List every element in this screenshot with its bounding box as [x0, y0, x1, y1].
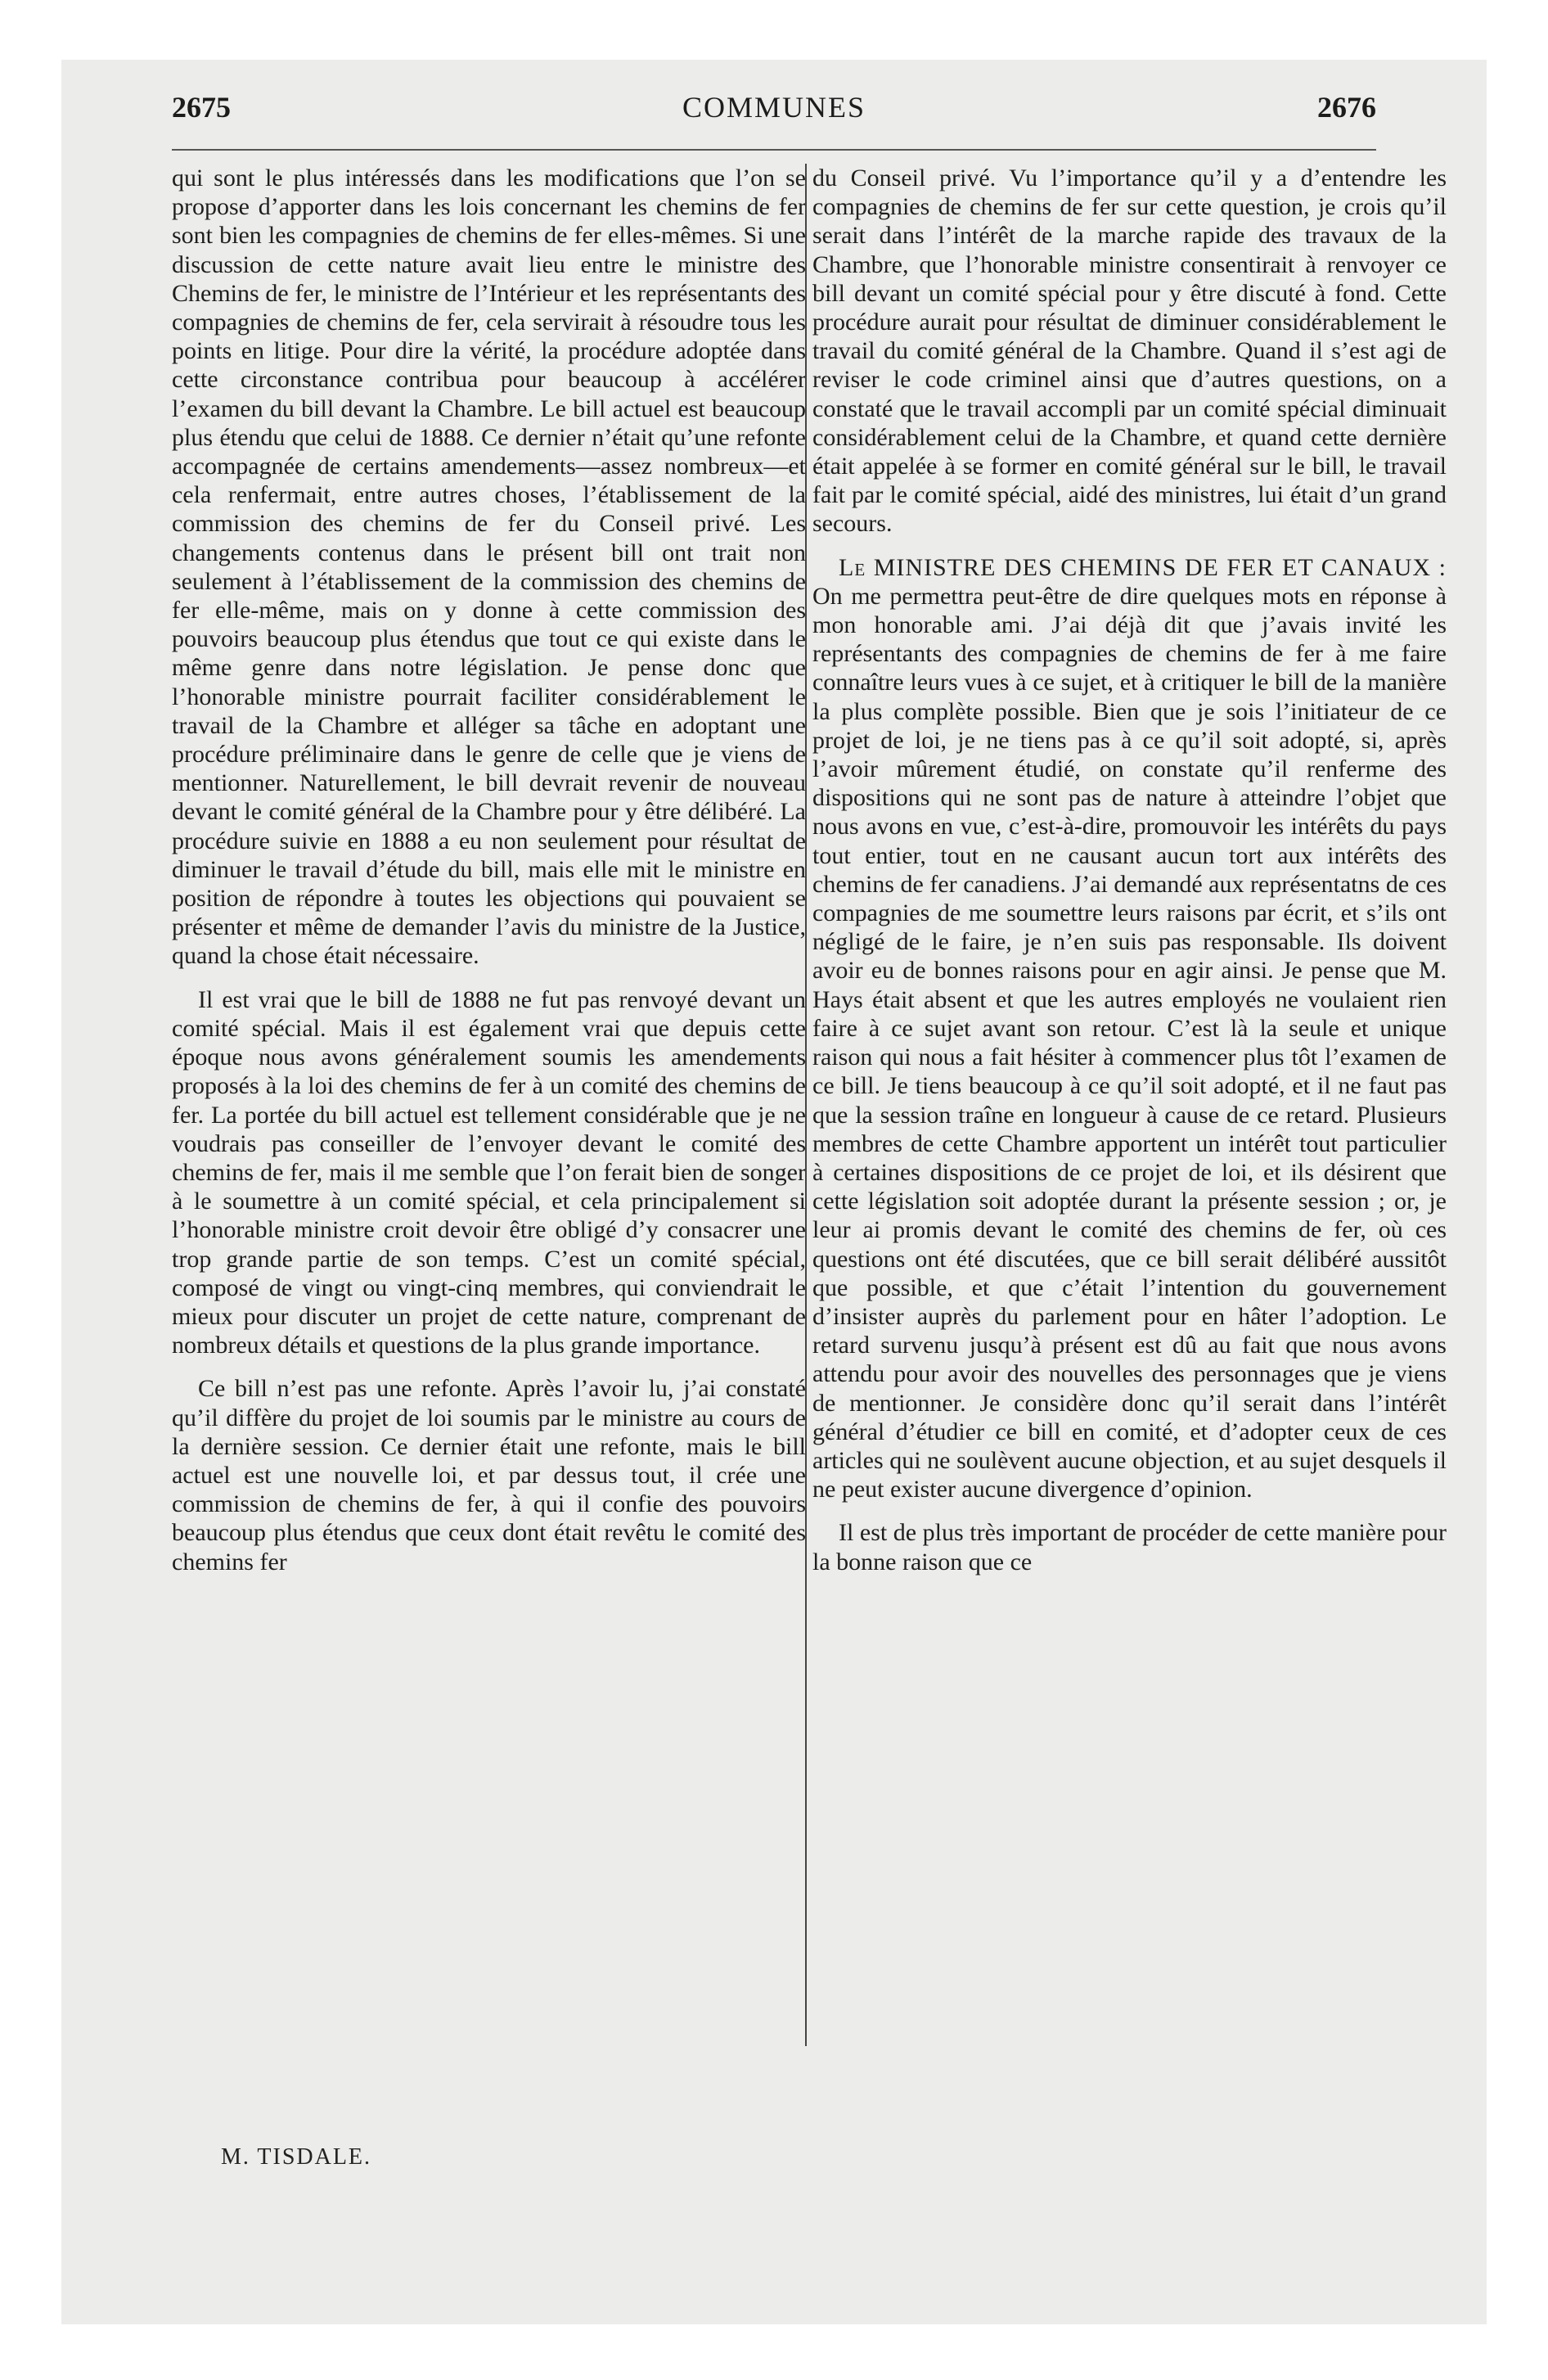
right-paragraph-3: Il est de plus très important de procéder de cette manière pour la bonne raison que ce	[812, 1519, 1447, 1575]
page-header	[172, 90, 1376, 139]
right-paragraph-1: du Conseil privé. Vu l’importance qu’il y a d’entendre les compagnies de chemins de fer sur cette question, je crois qu’il serait dans l’intérêt de la marche rapide des travaux de la Chambre, que l’honorable ministre consentirait à renvoyer ce bill devant un comité spécial pour y être discuté à fond. Cette procédure aurait pour résultat de diminuer considérablement le travail du comité général de la Chambre. Quand il s’est agi de reviser le code criminel ainsi que d’autres questions, on a constaté que le travail accompli par un comité spécial diminuait considérablement celui de la Chambre, et quand cette dernière était appelée à se former en comité général sur le bill, le travail fait par le comité spécial, aidé des ministres, lui était d’un grand secours.	[812, 165, 1447, 538]
right-page-number: 2676	[1317, 91, 1376, 124]
speaker-label: Le MINISTRE DES CHEMINS DE FER ET CANAUX :	[839, 553, 1447, 581]
right-paragraph-2: On me permettra peut-être de dire quelques mots en réponse à mon honorable ami. J’ai déjà dit que j’avais invité les représentants des compagnies de chemins de fer à me faire connaître leurs vues à ce sujet, et à critiquer le bill de la manière la plus complète possible. Bien que je sois l’initiateur de ce projet de loi, je ne tiens pas à ce qu’il soit adopté, si, après l’avoir mûrement étudié, on constate qu’il renferme des dispositions qui ne sont pas de nature à atteindre l’objet que nous avons en vue, c’est-à-dire, promouvoir les intérêts du pays tout entier, tout en ne causant aucun tort aux intérêts des chemins de fer canadiens. J’ai demandé aux représentatns de ces compagnies de me soumettre leurs raisons par écrit, et s’ils ont négligé de le faire, je n’en suis pas responsable. Ils doivent avoir eu de bonnes raisons pour en agir ainsi. Je pense que M. Hays était absent et que les autres employés ne voulaient rien faire à ce sujet avant son retour. C’est là la seule et unique raison qui nous a fait hésiter à commencer plus tôt l’examen de ce bill. Je tiens beaucoup à ce qu’il soit adopté, et il ne faut pas que la session traîne en longueur à cause de ce retard. Plusieurs membres de cette Chambre apportent un intérêt tout particulier à certaines dispositions de ce projet de loi, et ils désirent que cette législation soit adoptée durant la présente session ; or, je leur ai promis devant le comité des chemins de fer, où ces questions ont été discutées, que ce bill serait délibéré aussitôt que possible, et que c’était l’intention du gouvernement d’insister auprès du parlement pour en hâter l’adoption. Le retard survenu jusqu’à présent est dû au fait que nous avons attendu pour avoir des nouvelles des personnages que je viens de mentionner. Je considère donc qu’il serait dans l’intérêt général d’étudier ce bill en comité, et d’adopter ceux de ces articles qui ne soulèvent aucune objection, et au sujet desquels il ne peut exister aucune divergence d’opinion.	[812, 582, 1447, 1503]
left-page-number: 2675	[172, 91, 231, 124]
footer-speaker-name: M. TISDALE.	[221, 2144, 372, 2170]
running-title: COMMUNES	[682, 91, 866, 124]
right-column	[812, 164, 1447, 1576]
header-rule	[172, 149, 1376, 151]
column-divider	[805, 164, 807, 2046]
left-paragraph-1: qui sont le plus intéressés dans les modifications que l’on se propose d’apporter dans les lois concernant les chemins de fer sont bien les compagnies de chemins de fer elles-mêmes. Si une discussion de cette nature avait lieu entre le ministre des Chemins de fer, le ministre de l’Intérieur et les représentants des compagnies de chemins de fer, cela servirait à résoudre tous les points en litige. Pour dire la vérité, la procédure adoptée dans cette circonstance contribua pour beaucoup à accélérer l’examen du bill devant la Chambre. Le bill actuel est beaucoup plus étendu que celui de 1888. Ce dernier n’était qu’une refonte accompagnée de certains amendements—assez nombreux—et cela renfermait, entre autres choses, l’établissement de la commission des chemins de fer du Conseil privé. Les changements contenus dans le présent bill ont trait non seulement à l’établissement de la commission des chemins de fer elle-même, mais on y donne à cette commission des pouvoirs beaucoup plus étendus que tout ce qui existe dans le même genre dans notre législation. Je pense donc que l’honorable ministre pourrait faciliter considérablement le travail de la Chambre et alléger sa tâche en adoptant une procédure préliminaire dans le genre de celle que je viens de mentionner. Naturellement, le bill devrait revenir de nouveau devant le comité général de la Chambre pour y être délibéré. La procédure suivie en 1888 a eu non seulement pour résultat de diminuer le travail d’étude du bill, mais elle mit le ministre en position de répondre à toutes les objections qui pouvaient se présenter et même de demander l’avis du ministre de la Justice, quand la chose était nécessaire.	[172, 165, 806, 970]
left-column	[172, 164, 806, 1576]
speaker-paragraph	[812, 553, 1447, 1504]
left-paragraph-3: Ce bill n’est pas une refonte. Après l’avoir lu, j’ai constaté qu’il diffère du projet de loi soumis par le ministre au cours de la dernière session. Ce dernier était une refonte, mais le bill actuel est une nouvelle loi, et par dessus tout, il crée une commission de chemins de fer, à qui il confie des pouvoirs beaucoup plus étendus que ceux dont était revêtu le comité des chemins fer	[172, 1375, 806, 1575]
left-paragraph-2: Il est vrai que le bill de 1888 ne fut pas renvoyé devant un comité spécial. Mais il est également vrai que depuis cette époque nous avons généralement soumis les amendements proposés à la loi des chemins de fer à un comité des chemins de fer. La portée du bill actuel est tellement considérable que je ne voudrais pas conseiller de l’envoyer devant le comité des chemins de fer, mais il me semble que l’on ferait bien de songer à le soumettre à un comité spécial, et cela principalement si l’honorable ministre croit devoir être obligé d’y consacrer une trop grande partie de son temps. C’est un comité spécial, composé de vingt ou vingt-cinq membres, qui conviendrait le mieux pour discuter un projet de cette nature, comprenant de nombreux détails et questions de la plus grande importance.	[172, 985, 806, 1359]
